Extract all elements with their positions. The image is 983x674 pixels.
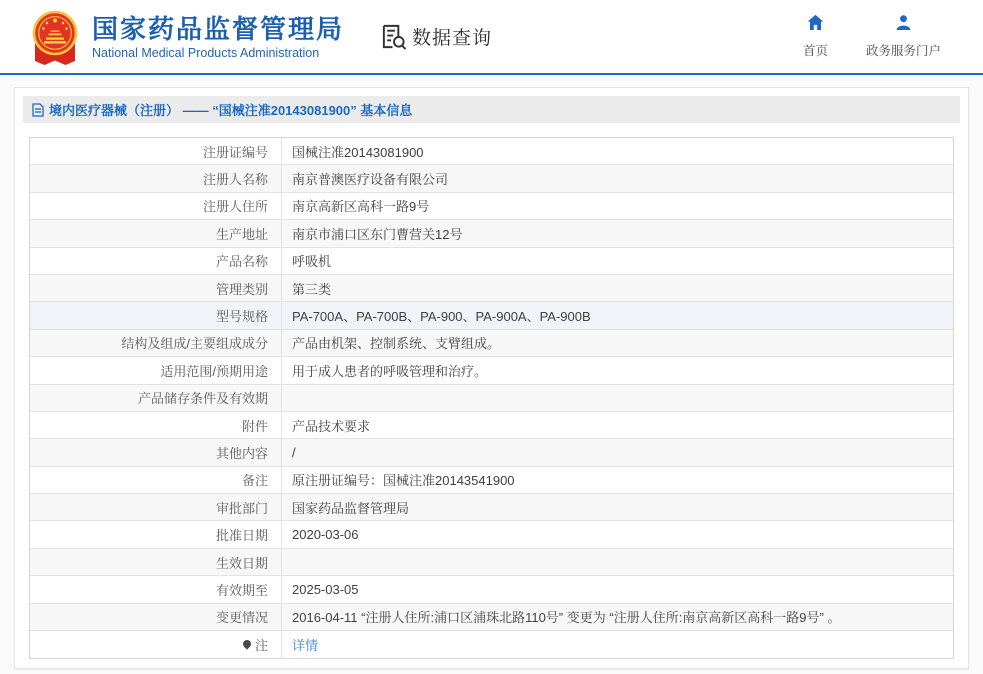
table-row [30, 521, 953, 548]
row-label-text: 产品名称 [215, 254, 268, 270]
table-row [30, 439, 953, 466]
row-label [30, 275, 282, 301]
top-nav [803, 14, 955, 59]
row-label-text: 审批部门 [215, 500, 268, 516]
row-label-text: 批准日期 [215, 528, 268, 544]
row-label [30, 549, 282, 575]
row-value: 2025-03-05 [292, 581, 359, 597]
note-icon [241, 638, 252, 649]
table-row [30, 302, 953, 329]
nav-label-home: 首页 [802, 44, 828, 58]
row-label-text: 备注 [241, 473, 268, 489]
row-label-text: 适用范围/预期用途 [160, 363, 268, 379]
row-label [30, 330, 282, 356]
row-label [30, 220, 282, 246]
row-label [30, 138, 282, 164]
row-label-text: 注册证编号 [202, 144, 268, 160]
row-label-text: 有效期至 [215, 582, 268, 598]
row-label-text: 生产地址 [215, 226, 268, 242]
national-emblem-icon [28, 8, 82, 68]
row-label [30, 439, 282, 465]
row-value: 2016-04-11 “注册人住所:浦口区浦珠北路110号” 变更为 “注册人住所:南京高新区高科一路9号” 。 [292, 610, 841, 626]
row-label [30, 521, 282, 547]
row-value: 南京高新区高科一路9号 [292, 199, 430, 215]
row-label-text: 注 [254, 638, 268, 654]
row-label [30, 494, 282, 520]
row-value: 2020-03-06 [292, 527, 359, 543]
row-label-text: 型号规格 [215, 309, 268, 325]
table-row [30, 357, 953, 384]
nav-label-gov-portal: 政务服务门户 [865, 44, 941, 58]
table-row [30, 412, 953, 439]
brand-title: 国家药品监督管理局 [92, 13, 345, 44]
row-value [282, 385, 953, 411]
row-value: 国械注准20143081900 [292, 144, 424, 160]
table-row [30, 631, 953, 658]
data-query-label: 数据查询 [412, 28, 493, 49]
row-label [30, 412, 282, 438]
table-row [30, 220, 953, 247]
data-search-icon [380, 23, 407, 50]
row-label [30, 357, 282, 383]
document-icon [32, 103, 44, 117]
row-label [30, 248, 282, 274]
row-label [30, 604, 282, 630]
row-value: 产品由机架、控制系统、支臂组成。 [292, 336, 501, 352]
row-label [30, 631, 282, 658]
row-value: 南京普澳医疗设备有限公司 [292, 172, 449, 188]
row-value: 原注册证编号：国械注准20143541900 [292, 473, 515, 489]
row-label [30, 193, 282, 219]
brand [92, 14, 344, 60]
row-label [30, 385, 282, 411]
table-row [30, 330, 953, 357]
row-value: 产品技术要求 [292, 418, 371, 434]
table-row [30, 193, 953, 220]
row-value: PA-700A、PA-700B、PA-900、PA-900A、PA-900B [292, 309, 591, 325]
table-row [30, 385, 953, 412]
table-row [30, 275, 953, 302]
nav-item-home[interactable] [803, 14, 828, 59]
table-row [30, 604, 953, 631]
row-value [282, 631, 953, 658]
info-table [29, 137, 954, 659]
table-row [30, 138, 953, 165]
row-label-text: 生效日期 [215, 555, 268, 571]
table-row [30, 248, 953, 275]
brand-subtitle: National Medical Products Administration [92, 45, 320, 60]
row-value: 南京市浦口区东门曹营关12号 [292, 226, 463, 242]
user-icon [895, 14, 912, 36]
row-label [30, 467, 282, 493]
row-value: 用于成人患者的呼吸管理和治疗。 [292, 363, 488, 379]
row-label [30, 302, 282, 328]
row-value: 第三类 [292, 281, 332, 297]
table-row [30, 494, 953, 521]
panel-title-bar [23, 96, 960, 123]
row-label-text: 注册人住所 [202, 199, 268, 215]
page-title: 境内医疗器械（注册） —— “国械注准20143081900” 基本信息 [49, 103, 413, 118]
content-area [0, 75, 983, 669]
table-row [30, 576, 953, 603]
data-query-tab[interactable] [380, 23, 492, 50]
row-label-text: 产品储存条件及有效期 [137, 391, 268, 407]
row-label-text: 管理类别 [215, 281, 268, 297]
row-label [30, 165, 282, 191]
row-value: / [292, 444, 296, 460]
table-row [30, 165, 953, 192]
row-label-text: 其他内容 [215, 445, 268, 461]
table-row [30, 549, 953, 576]
home-icon [807, 14, 824, 36]
row-value: 国家药品监督管理局 [292, 500, 410, 516]
table-row [30, 467, 953, 494]
info-panel [14, 87, 969, 669]
row-value [282, 549, 953, 575]
header [0, 0, 983, 75]
row-value: 呼吸机 [292, 254, 332, 270]
row-label-text: 注册人名称 [202, 172, 268, 188]
row-label [30, 576, 282, 602]
row-label-text: 结构及组成/主要组成成分 [121, 336, 268, 352]
detail-link[interactable]: 详情 [292, 638, 319, 654]
row-label-text: 附件 [241, 418, 268, 434]
row-label-text: 变更情况 [215, 610, 268, 626]
nav-item-gov-portal[interactable] [866, 14, 941, 59]
